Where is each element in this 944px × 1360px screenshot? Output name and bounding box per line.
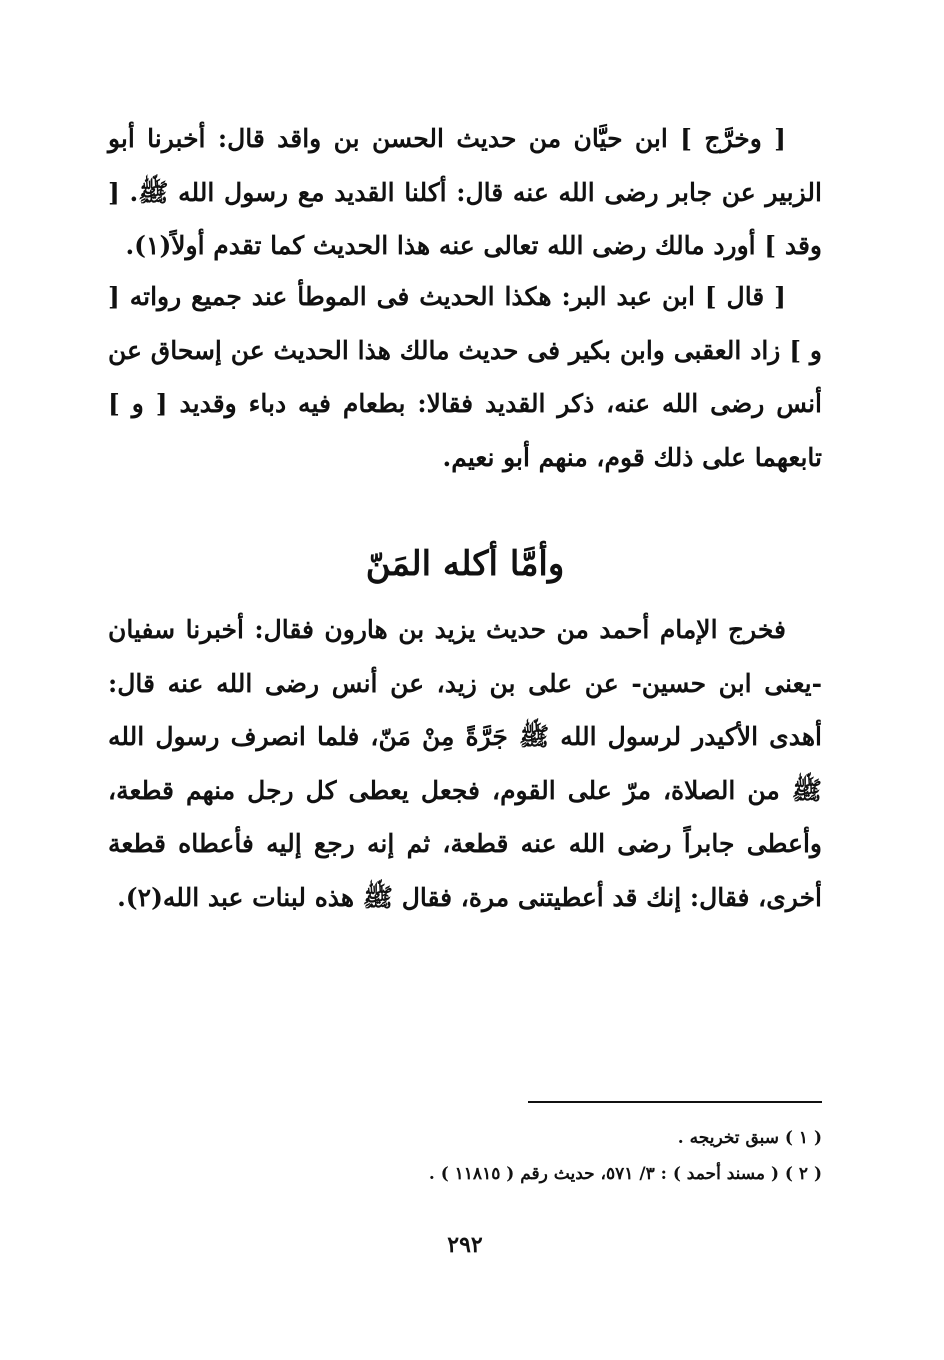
paragraph-ibn-hibban (108, 112, 822, 273)
page-number: ٢٩٢ (447, 1232, 483, 1258)
paragraph-text: [ قال ] ابن عبد البر: هكذا الحديث فى الموطأ عند جميع رواته [ و ] زاد العقبى وابن بكير فى حديث مالك هذا الحديث عن إسحاق عن أنس رضى الله عنه، ذكر القديد فقالا: بطعام فيه دباء وقديد [ و ] تابعهما على ذلك قوم، منهم أبو نعيم. (108, 282, 822, 472)
footnote-2: ( ٢ ) ( مسند أحمد ) : ٣/ ٥٧١، حديث رقم ( ١١٨١٥ ) . (428, 1164, 822, 1184)
paragraph-imam-ahmad (108, 603, 822, 924)
paragraph-ibn-abd-al-barr (108, 270, 822, 484)
paragraph-text: فخرج الإمام أحمد من حديث يزيد بن هارون فقال: أخبرنا سفيان -يعنى ابن حسين- عن على بن زيد، عن أنس رضى الله عنه قال: أهدى الأكيدر لرسول الله ﷺ جَرَّةً مِنْ مَنّ، فلما انصرف رسول الله ﷺ من الصلاة، مرّ على القوم، فجعل يعطى كل رجل منهم قطعة، وأعطى جابراً رضى الله عنه قطعة، ثم إنه رجع إليه فأعطاه قطعة أخرى، فقال: إنك قد أعطيتنى مرة، فقال ﷺ هذه لبنات عبد الله(٢). (108, 615, 822, 912)
footnotes (108, 1120, 822, 1192)
section-heading: وأمَّا أكله المَنّ (365, 544, 565, 584)
footnote-divider (528, 1101, 822, 1103)
paragraph-text: [ وخرَّج ] ابن حيَّان من حديث الحسن بن واقد قال: أخبرنا أبو الزبير عن جابر رضى الله عنه قال: أكلنا القديد مع رسول الله ﷺ. [ وقد ] أورد مالك رضى الله تعالى عنه هذا الحديث كما تقدم أولاً(١). (108, 124, 822, 260)
footnote-1: ( ١ ) سبق تخريجه . (677, 1128, 822, 1148)
